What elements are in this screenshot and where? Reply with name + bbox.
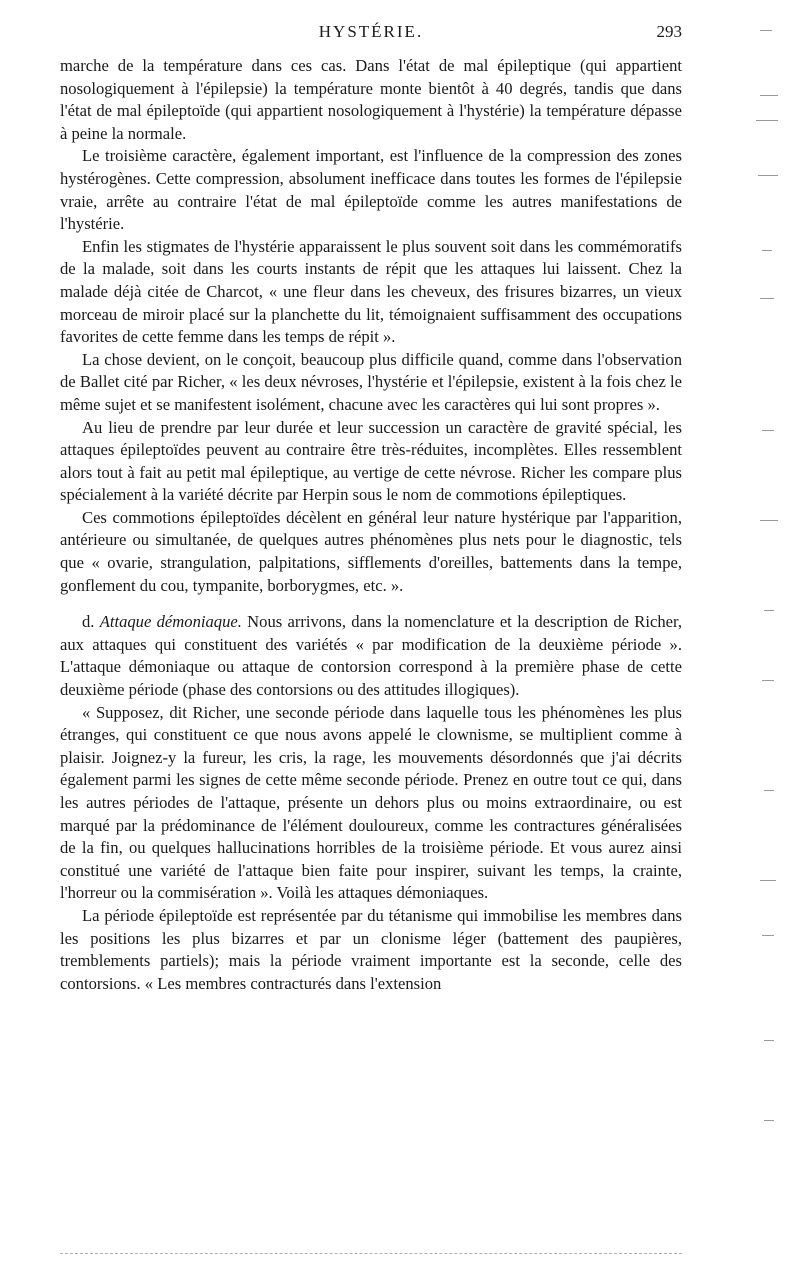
paragraph: Enfin les stigmates de l'hystérie apparaissent le plus souvent soit dans les commémoratifs de la malade, soit dans les courts instants de répit que les attaques lui laissent. Chez la malade déjà citée de Charcot, « une fleur dans les cheveux, des frisures bizarres, un vieux morceau de miroir placé sur la planchette du lit, témoignaient suffisamment des occupations favorites de cette femme dans les temps de répit ». [60, 236, 682, 347]
margin-mark [760, 30, 772, 31]
paragraph: « Supposez, dit Richer, une seconde période dans laquelle tous les phénomènes les plus étranges, qui constituent ce que nous avons appelé le clownisme, se multiplient comme à plaisir. Joignez-y la fureur, les cris, la rage, les mouvements désordonnés que j'ai décrits également parmi les signes de cette même seconde période. Prenez en outre tout ce qui, dans les autres périodes de l'attaque, présente un dehors plus ou moins extraordinaire, ou est marqué par la prédominance de l'élément douloureux, comme les contractures généralisées de la fin, ou quelques hallucinations horribles de la troisième période. Et vous aurez ainsi constitué une variété de l'attaque bien faite pour inspirer, suivant les temps, la crainte, l'horreur ou la commisération ». Voilà les attaques démoniaques. [60, 702, 682, 903]
section-title: Attaque démoniaque. [99, 612, 242, 632]
paragraph: La période épileptoïde est représentée par du tétanisme qui immobilise les membres dans les positions les plus bizarres et par un clonisme léger (battement des paupières, tremblements partiels); mais la période vraiment importante est la seconde, celle des contorsions. « Les membres contracturés dans l'extension [60, 905, 682, 993]
running-head [60, 22, 682, 46]
section-d-paragraph [60, 611, 682, 701]
margin-mark [762, 680, 774, 681]
margin-mark [760, 95, 778, 96]
paragraph: Au lieu de prendre par leur durée et leur succession un caractère de gravité spécial, les attaques épileptoïdes peuvent au contraire être très-réduites, incomplètes. Elles ressemblent alors tout à fait au petit mal épileptique, au vertige de cette névrose. Richer les compare plus spécialement à la variété décrite par Herpin sous le nom de commotions épileptiques. [60, 417, 682, 505]
section-gap [60, 597, 682, 611]
paragraph: marche de la température dans ces cas. Dans l'état de mal épileptique (qui appartient nosologiquement à l'épilepsie) la température monte bientôt à 40 degrés, tandis que dans l'état de mal épileptoïde (qui appartient nosologiquement à l'hystérie) la température dépasse à peine la normale. [60, 56, 682, 143]
section-text: Nous arrivons, dans la nomenclature et la description de Richer, aux attaques qui constituent des variétés « par modification de la deuxième période ». L'attaque démoniaque ou attaque de contorsion correspond à la première phase de cette deuxième période (phase des contorsions ou des attitudes illogiques). [60, 612, 682, 700]
paragraph: Ces commotions épileptoïdes décèlent en général leur nature hystérique par l'apparition, antérieure ou simultanée, de quelques autres phénomènes plus nets pour le diagnostic, tels que « ovarie, strangulation, palpitations, sifflements d'oreilles, battements dans la tempe, gonflement du cou, tympanite, borborygmes, etc. ». [60, 507, 682, 595]
margin-mark [764, 790, 774, 791]
margin-mark [762, 430, 774, 431]
body-text [60, 55, 682, 995]
margin-mark [764, 610, 774, 611]
section-label: d. [82, 612, 95, 632]
bottom-scan-rule [60, 1253, 682, 1254]
margin-mark [764, 1120, 774, 1121]
margin-mark [762, 250, 772, 251]
paragraph: La chose devient, on le conçoit, beaucoup plus difficile quand, comme dans l'observation de Ballet cité par Richer, « les deux névroses, l'hystérie et l'épilepsie, existent à la fois chez le même sujet et se manifestent isolément, chacune avec les caractères qui lui sont propres ». [60, 349, 682, 414]
margin-mark [756, 120, 778, 121]
margin-mark [760, 880, 776, 881]
running-title: HYSTÉRIE. [318, 22, 424, 41]
margin-mark [760, 298, 774, 299]
margin-scan-marks [720, 0, 800, 1285]
margin-mark [764, 1040, 774, 1041]
margin-mark [762, 935, 774, 936]
margin-mark [760, 520, 778, 521]
paragraph: Le troisième caractère, également important, est l'influence de la compression des zones hystérogènes. Cette compression, absolument inefficace dans toutes les formes de l'épilepsie vraie, arrête au contraire l'état de mal épileptoïde comme les autres manifestations de l'hystérie. [60, 146, 682, 234]
page-number: 293 [656, 22, 682, 41]
margin-mark [758, 175, 778, 176]
